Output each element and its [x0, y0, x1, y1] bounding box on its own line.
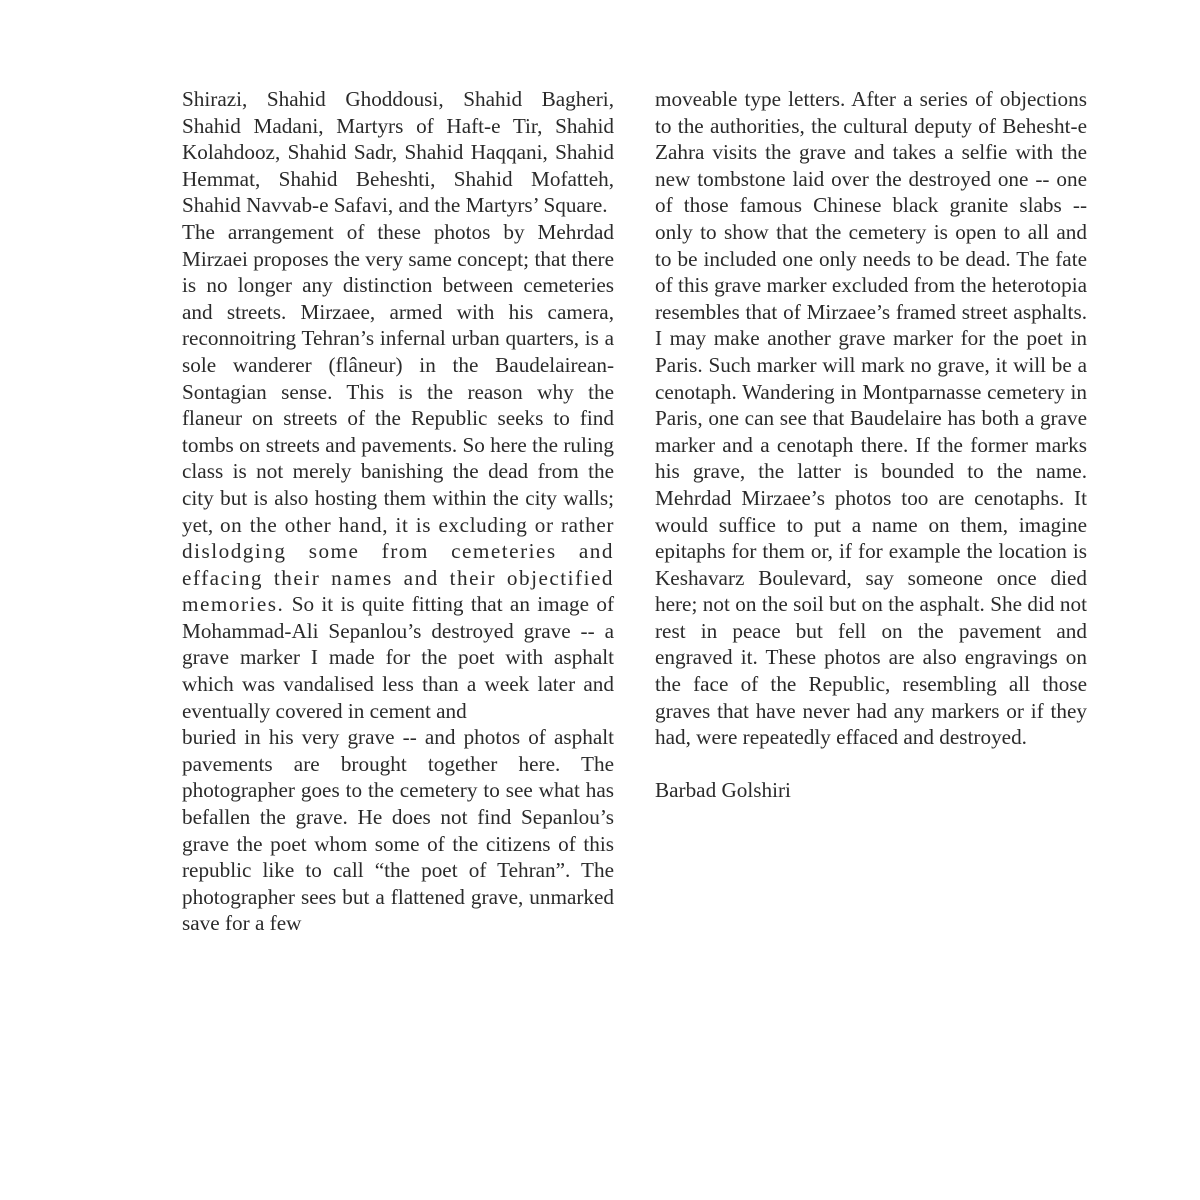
left-paragraph-arrangement-part-2: on the other hand, it is excluding or rather: [219, 512, 614, 537]
left-text-column: [182, 86, 614, 937]
left-paragraph-arrangement-part-1: The arrangement of these photos by Mehrdad Mirzaei proposes the very same concept; that there is no longer any distinction between cemeteries and streets. Mirzaee, armed with his camera, reconnoitring Tehran’s infernal urban quarters, is a sole wanderer (flâneur) in the Baudelairean- Sontagian sense. This is the reason why the flaneur on streets of the Republic seeks to find tombs on streets and pavements. So here the ruling class is not merely banishing the dead from the city but is also hosting them within the city walls; yet,: [182, 219, 614, 537]
right-text-column: [655, 86, 1087, 803]
left-paragraph-arrangement-part-4: So it is quite fitting that an image of Mohammad-Ali Sepanlou’s destroyed grave -- a grave marker I made for the poet with asphalt which was vandalised less than a week later and eventually covered in cement and: [182, 592, 615, 723]
left-paragraph-arrangement: [182, 219, 614, 724]
left-paragraph-martyr-street-list: Shirazi, Shahid Ghoddousi, Shahid Bagheri, Shahid Madani, Martyrs of Haft-e Tir, Shahid Kolahdooz, Shahid Sadr, Shahid Haqqani, Shahid Hemmat, Shahid Beheshti, Shahid Mofatteh, Shahid Navvab-e Safavi, and the Martyrs’ Square.: [182, 87, 614, 218]
left-paragraph-buried-grave: buried in his very grave -- and photos of asphalt pavements are brought together here. The photographer goes to the cemetery to see what has befallen the grave. He does not find Sepanlou’s grave the poet whom some of the citizens of this republic like to call “the poet of Tehran”. The photographer sees but a flattened grave, unmarked save for a few: [182, 725, 614, 936]
right-paragraph-cenotaph: moveable type letters. After a series of objections to the authorities, the cultural deputy of Behesht-e Zahra visits the grave and takes a selfie with the new tombstone laid over the destroyed one -- one of those famous Chinese black granite slabs -- only to show that the cemetery is open to all and to be included one only needs to be dead. The fate of this grave marker excluded from the heterotopia resembles that of Mirzaee’s framed street asphalts. I may make another grave marker for the poet in Paris. Such marker will mark no grave, it will be a cenotaph. Wandering in Montparnasse cemetery in Paris, one can see that Baudelaire has both a grave marker and a cenotaph there. If the former marks his grave, the latter is bounded to the name. Mehrdad Mirzaee’s photos too are cenotaphs. It would suffice to put a name on them, imagine epitaphs for them or, if for example the location is Keshavarz Boulevard, say someone once died here; not on the soil but on the asphalt. She did not rest in peace but fell on the pavement and engraved it. These photos are also engravings on the face of the Republic, resembling all those graves that have never had any markers or if they had, were repeatedly effaced and destroyed.: [655, 87, 1087, 750]
author-signature: Barbad Golshiri: [655, 777, 791, 802]
left-paragraph-arrangement-part-3: dislodging some from cemeteries and effacing their names and their objectified memories.: [182, 539, 614, 617]
